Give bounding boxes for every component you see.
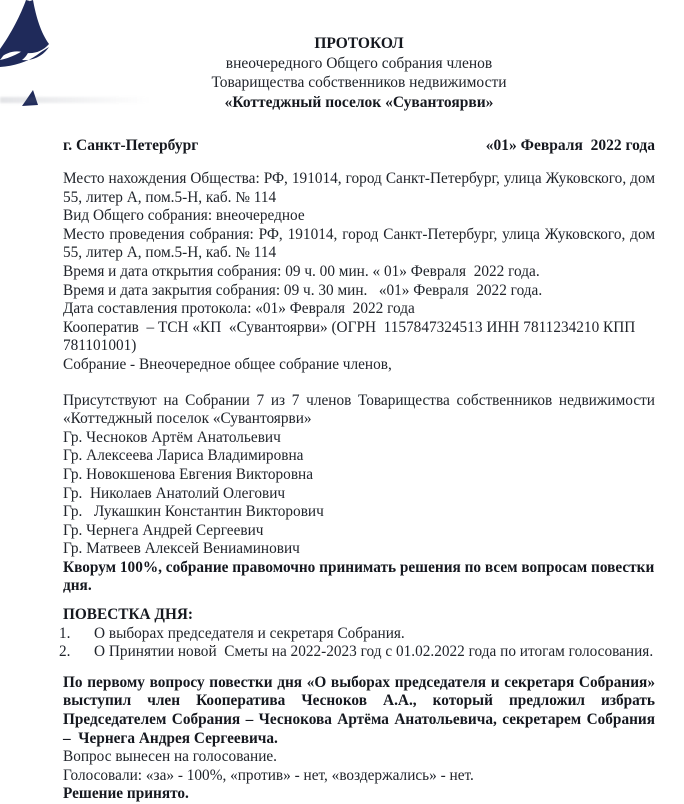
- attendee-name: Гр. Чесноков Артём Анатольевич: [63, 428, 281, 446]
- agenda-item-2: [59, 643, 655, 662]
- info-line-location: Место нахождения Общества: РФ, 191014, город Санкт-Петербург, улица Жуковского, дом 55, литер А, пом.5-Н, каб. № 114: [63, 170, 655, 206]
- info-line-meeting-type: Вид Общего собрания: внеочередное: [63, 207, 305, 225]
- question-1-section: [63, 674, 655, 804]
- decision-line: Решение принято.: [63, 785, 189, 803]
- document-content: [59, 0, 655, 804]
- agenda-heading: ПОВЕСТКА ДНЯ:: [63, 606, 193, 624]
- document-subtitle-3: «Коттеджный поселок «Сувантоярви»: [224, 93, 494, 111]
- info-line-assembly: Собрание - Внеочередное общее собрание членов,: [63, 355, 392, 373]
- dateline-date: «01» Февраля 2022 года: [485, 137, 655, 154]
- info-line-open-time: Время и дата открытия собрания: 09 ч. 00 мин. « 01» Февраля 2022 года.: [63, 262, 540, 280]
- quorum-statement: Кворум 100%, собрание правомочно принимать решения по всем вопросам повестки дня.: [63, 558, 655, 595]
- document-subtitle-1: внеочередного Общего собрания членов: [225, 54, 493, 72]
- agenda-item-1: [59, 624, 655, 644]
- dateline: [63, 136, 655, 155]
- agenda-section: [59, 606, 655, 662]
- attendee-name: Гр. Матвеев Алексей Вениаминович: [63, 540, 300, 558]
- attendees-intro: Присутствуют на Собрании 7 из 7 членов Товарищества собственников недвижимости «Коттеджный поселок «Сувантоярви»: [63, 391, 655, 428]
- meeting-info-section: [63, 170, 655, 375]
- vote-result-line: Голосовали: «за» - 100%, «против» - нет, «воздержались» - нет.: [63, 766, 474, 784]
- agenda-item-number: 2.: [59, 643, 71, 661]
- agenda-item-number: 1.: [59, 624, 71, 642]
- question-1-paragraph: По первому вопросу повестки дня «О выборах председателя и секретаря Собрания» выступил член Кооператива Чесноков А.А., который предложил избрать Председателем Собрания – Чеснокова Артёма Анатольевича, секретарем Собрания – Чернега Андрея Сергеевича.: [63, 673, 655, 747]
- info-line-protocol-date: Дата составления протокола: «01» Февраля 2022 года: [63, 300, 415, 318]
- document-header: [63, 0, 655, 112]
- document-title: ПРОТОКОЛ: [314, 35, 404, 52]
- info-line-cooperative: Кооператив – ТСН «КП «Сувантоярви» (ОГРН 1157847324513 ИНН 7811234210 КПП 781101001): [63, 318, 636, 355]
- info-line-venue: Место проведения собрания: РФ, 191014, город Санкт-Петербург, улица Жуковского, дом 55, литер А, пом.5-Н, каб. № 114: [63, 225, 655, 262]
- attendee-name: Гр. Лукашкин Константин Викторович: [63, 503, 324, 521]
- attendees-section: [63, 392, 655, 597]
- dateline-city: г. Санкт-Петербург: [63, 137, 199, 154]
- agenda-item-text: О выборах председателя и секретаря Собрания.: [94, 624, 405, 642]
- vote-call-line: Вопрос вынесен на голосование.: [63, 748, 277, 766]
- agenda-item-text: О Принятии новой Сметы на 2022-2023 год с 01.02.2022 года по итогам голосования.: [94, 643, 654, 661]
- document-subtitle-2: Товарищества собственников недвижимости: [211, 74, 507, 91]
- info-line-close-time: Время и дата закрытия собрания: 09 ч. 30 мин. «01» Февраля 2022 года.: [63, 281, 543, 299]
- attendee-name: Гр. Новокшенова Евгения Викторовна: [63, 465, 314, 483]
- attendee-name: Гр. Алексеева Лариса Владимировна: [63, 447, 304, 465]
- attendee-name: Гр. Чернега Андрей Сергеевич: [63, 521, 264, 539]
- attendee-name: Гр. Николаев Анатолий Олегович: [63, 484, 286, 502]
